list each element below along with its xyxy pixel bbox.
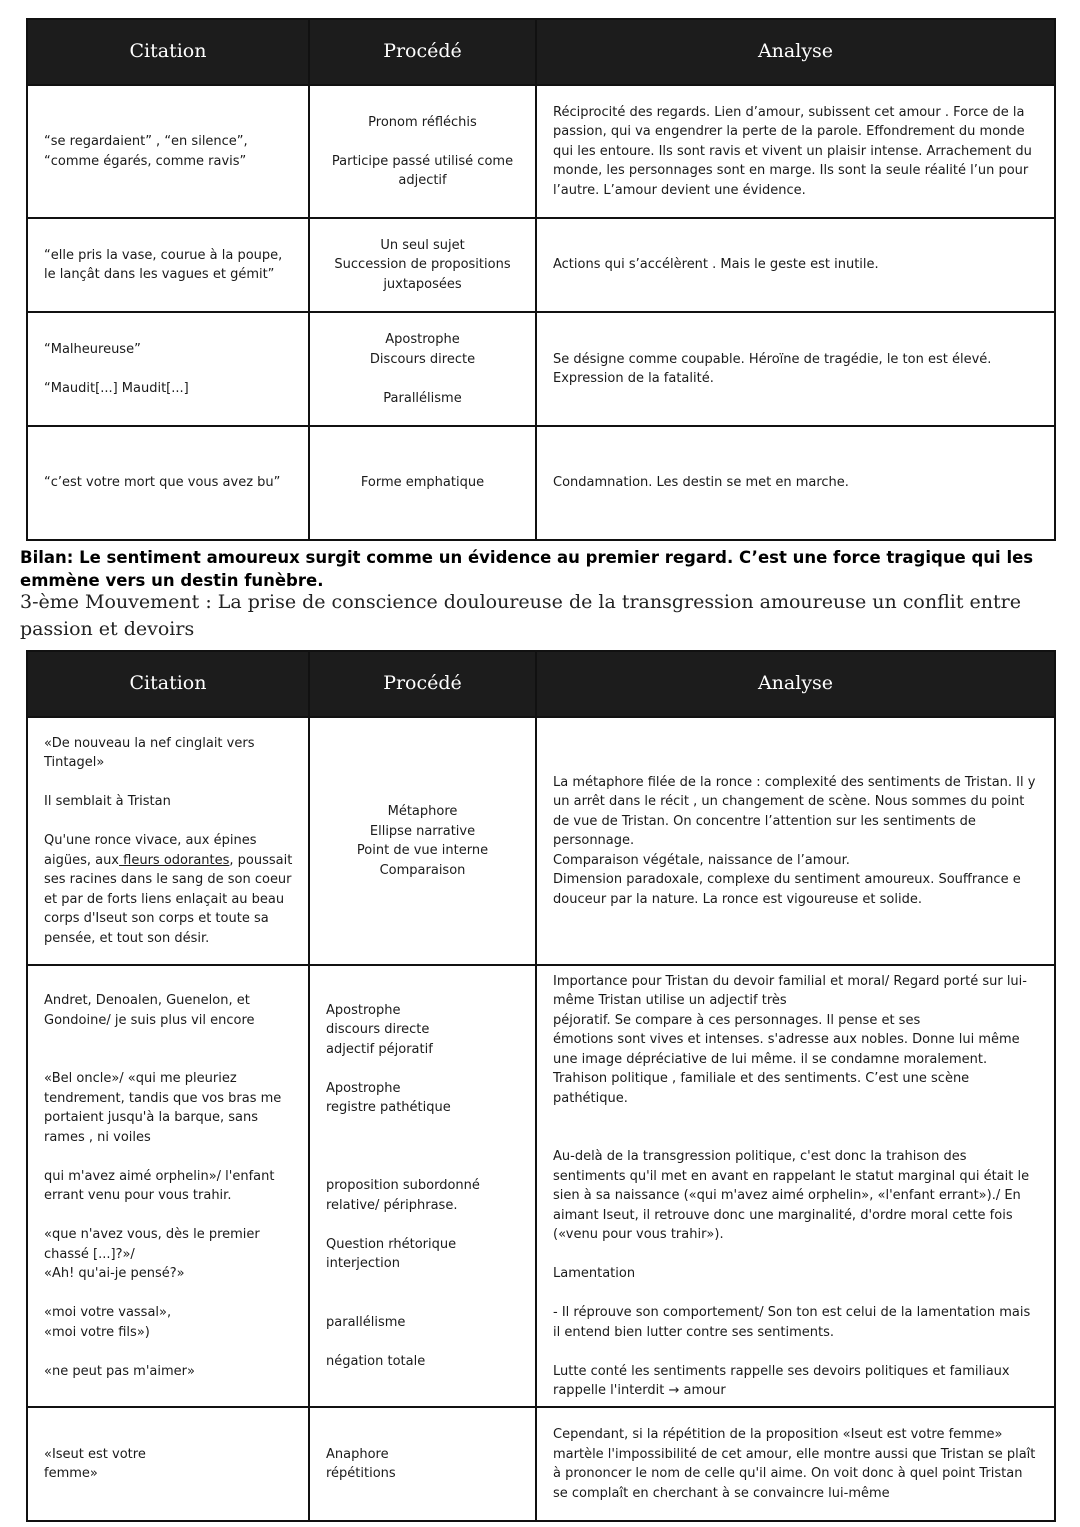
procede-cell: Anaphore répétitions	[309, 1407, 536, 1521]
table-row	[27, 312, 1055, 426]
header-analyse: Analyse	[536, 19, 1055, 85]
citation-cell: “se regardaient” , “en silence”, “comme égarés, comme ravis”	[27, 85, 309, 218]
analyse-cell: Actions qui s’accélèrent . Mais le geste est inutile.	[536, 218, 1055, 312]
citation-cell: «De nouveau la nef cinglait vers Tintagel» Il semblait à Tristan Qu'une ronce vivace, aux épines aigües, aux fleurs odorantes, poussait ses racines dans le sang de son coeur et par de forts liens enlaçait au beau corps d'Iseut son corps et toute sa pensée, et tout son désir.	[27, 717, 309, 965]
citation-cell: “elle pris la vase, courue à la poupe, le lançât dans les vagues et gémit”	[27, 218, 309, 312]
procede-cell: Apostrophe discours directe adjectif péjoratif Apostrophe registre pathétique proposition subordonné relative/ périphrase. Question rhétorique interjection parallélisme négation totale	[309, 965, 536, 1407]
analyse-cell: Condamnation. Les destin se met en marche.	[536, 426, 1055, 540]
table-mouvement-3	[26, 650, 1056, 1522]
table-row	[27, 426, 1055, 540]
procede-cell: Métaphore Ellipse narrative Point de vue interne Comparaison	[309, 717, 536, 965]
header-procede: Procédé	[309, 19, 536, 85]
table-row	[27, 1407, 1055, 1521]
table-row	[27, 717, 1055, 965]
citation-cell: Andret, Denoalen, Guenelon, et Gondoine/ je suis plus vil encore «Bel oncle»/ «qui me pleuriez tendrement, tandis que vos bras me portaient jusqu'à la barque, sans rames , ni voiles qui m'avez aimé orphelin»/ l'enfant errant venu pour vous trahir. «que n'avez vous, dès le premier chassé [...]?»/ «Ah! qu'ai-je pensé?» «moi votre vassal», «moi votre fils») «ne peut pas m'aimer»	[27, 965, 309, 1407]
table-row	[27, 85, 1055, 218]
procede-cell: Un seul sujet Succession de propositions juxtaposées	[309, 218, 536, 312]
header-citation: Citation	[27, 19, 309, 85]
analyse-cell: La métaphore filée de la ronce : complexité des sentiments de Tristan. Il y un arrêt dans le récit , un changement de scène. Nous sommes du point de vue de Tristan. On concentre l’attention sur les sentiments de personnage. Comparaison végétale, naissance de l’amour. Dimension paradoxale, complexe du sentiment amoureux. Souffrance e douceur par la nature. La ronce est vigoureuse et solide.	[536, 717, 1055, 965]
analyse-cell: Se désigne comme coupable. Héroïne de tragédie, le ton est élevé. Expression de la fatalité.	[536, 312, 1055, 426]
analyse-cell: Cependant, si la répétition de la proposition «Iseut est votre femme» martèle l'impossibilité de cet amour, elle montre aussi que Tristan se plaît à prononcer le nom de celle qu'il aime. On voit donc à quel point Tristan se complaît en cherchant à se convaincre lui-même	[536, 1407, 1055, 1521]
table-row	[27, 965, 1055, 1407]
table-mouvement-2	[26, 18, 1056, 541]
header-procede: Procédé	[309, 651, 536, 717]
citation-cell: “c’est votre mort que vous avez bu”	[27, 426, 309, 540]
procede-cell: Forme emphatique	[309, 426, 536, 540]
procede-cell: Apostrophe Discours directe Parallélisme	[309, 312, 536, 426]
bilan-text: Bilan: Le sentiment amoureux surgit comme un évidence au premier regard. C’est une force tragique qui les emmène vers un destin funèbre.	[20, 548, 1034, 590]
procede-cell: Pronom réfléchis Participe passé utilisé come adjectif	[309, 85, 536, 218]
analyse-cell: Importance pour Tristan du devoir familial et moral/ Regard porté sur lui-même Tristan utilise un adjectif très péjoratif. Se compare à ces personnages. Il pense et ses émotions sont vives et intenses. s'adresse aux nobles. Donne lui même une image dépréciative de lui même. il se condamne moralement. Trahison politique , familiale et des sentiments. C’est une scène pathétique. Au-delà de la transgression politique, c'est donc la trahison des sentiments qu'il met en avant en rappelant le statut marginal qui était le sien à sa naissance («qui m'avez aimé orphelin», «l'enfant errant»)./ En aimant Iseut, il retrouve donc une marginalité, d'ordre moral cette fois («venu pour vous trahir»). Lamentation - Il réprouve son comportement/ Son ton est celui de la lamentation mais il entend bien lutter contre ses sentiments. Lutte conté les sentiments rappelle ses devoirs politiques et familiaux rappelle l'interdit → amour	[536, 965, 1055, 1407]
table-row	[27, 218, 1055, 312]
citation-cell: «Iseut est votre femme»	[27, 1407, 309, 1521]
header-citation: Citation	[27, 651, 309, 717]
header-analyse: Analyse	[536, 651, 1055, 717]
analyse-cell: Réciprocité des regards. Lien d’amour, subissent cet amour . Force de la passion, qui va engendrer la perte de la parole. Effondrement du monde qui les entoure. Ils sont ravis et vivent un plaisir intense. Arrachement du monde, les personnages sont en marge. Ils sont la seule réalité l’un pour l’autre. L’amour devient une évidence.	[536, 85, 1055, 218]
mouvement-title: 3-ème Mouvement : La prise de conscience douloureuse de la transgression amoureuse un conflit entre passion et devoirs	[20, 591, 1021, 640]
citation-cell: “Malheureuse” “Maudit[...] Maudit[...]	[27, 312, 309, 426]
